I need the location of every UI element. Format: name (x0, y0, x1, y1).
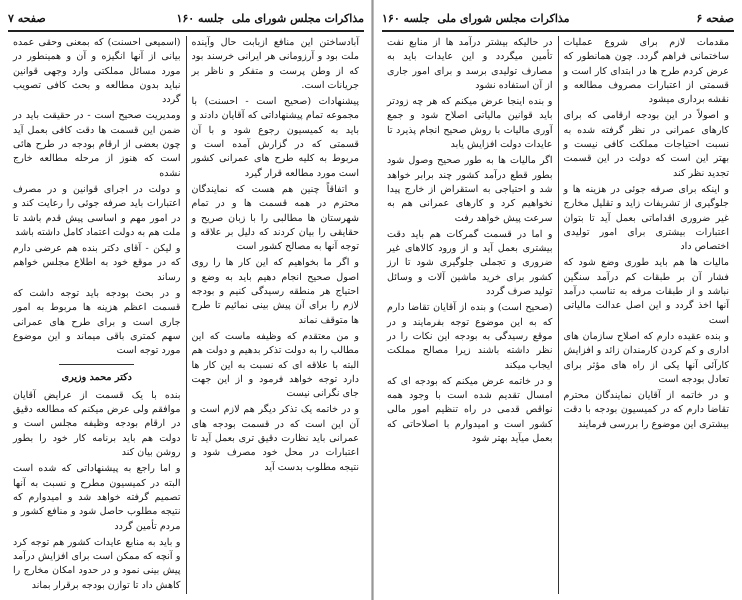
paragraph: و اصولاً در این بودجه ارقامی که برای کارهای عمرانی در نظر گرفته شده به نسبت احتیاجات مملکت کافی نیست و بهتر این است که دولت در این قسمت تجدید نظر کند (563, 110, 729, 179)
paragraph: پیشنهادات (صحیح است - احسنت) با مجموعه تمام پیشنهاداتی که آقایان دادند و باید به کمیسیون رجوع شود و با آن قسمتی که در گزارش آمده است و مربوط به کلیه طرح های عمرانی کشور است مورد مطالعه قرار گیرد (191, 96, 359, 179)
header-session: جلسه ۱۶۰ (176, 11, 225, 25)
paragraph: بنده با یک قسمت از عرایض آقایان موافقم ولی عرض میکنم که مطالعه دقیق در ارقام بودجه وظیفه مجلس است و دولت هم باید برنامه کار خود را بطور روشن بیان کند (13, 389, 181, 459)
speaker-name: دکتر محمد وزیری (61, 371, 132, 383)
section-separator (59, 364, 134, 365)
paragraph: و بنده عقیده دارم که اصلاح سازمان های اداری و کم کردن کارمندان زائد و افزایش کارآئی آنها یکی از راه های مؤثر برای تعادل بودجه است (563, 330, 729, 385)
left-page-number: صفحه ۷ (8, 11, 46, 25)
paragraph: و لیکن - آقای دکتر بنده هم عرضی دارم که در موقع خود به اطلاع مجلس خواهم رساند (13, 243, 181, 283)
header-title: مذاکرات مجلس شورای ملی (231, 11, 364, 25)
right-page (374, 0, 742, 600)
left-page-title (176, 12, 364, 25)
column-divider (186, 36, 187, 594)
paragraph: ومدیریت صحیح است - در حقیقت باید در ضمن این قسمت ها دقت کافی بعمل آید چون بعضی از ارقام بودجه در طرح هائی است که هنوز از مرحله مطالعه خارج نشده (13, 110, 181, 179)
paragraph: (اسمیعی احسنت) که بمعنی وحقی عمده بیانی از آنها انگیزه و آن و همینطور در مورد مسائل مملکتی وارد وجهی قوانین نباید بدون مطالعه و بحث کافی تصویب گردد (13, 37, 181, 106)
paragraph: و اما راجع به پیشنهاداتی که شده است البته در کمیسیون مطرح و نسبت به آنها تصمیم گرفته خواهد شد و امیدوارم که نتیجه مطلوب حاصل شود و منافع کشور و مردم تأمین گردد (13, 463, 181, 532)
right-page-col-right (559, 36, 735, 594)
paragraph: و اینکه برای صرفه جوئی در هزینه ها و جلوگیری از تشریفات زاید و تقلیل مخارج غیر ضروری اقداماتی بعمل آید تا بتوان اعتبارات بیشتری برای امور تولیدی اختصاص داد (563, 183, 729, 253)
header-session: جلسه ۱۶۰ (382, 11, 430, 25)
paragraph: و در خاتمه یک تذکر دیگر هم لازم است و آن این است که در قسمت بودجه های عمرانی باید نظارت دقیق تری بعمل آید تا اعتبارات در محل خود مصرف شود و نتیجه مطلوب بدست آید (191, 404, 359, 473)
header-title: مذاکرات مجلس شورای ملی (437, 11, 570, 25)
paragraph: و در خاتمه از آقایان نمایندگان محترم تقاضا دارم که در کمیسیون بودجه با دقت بیشتری این موضوع را بررسی فرمایند (563, 390, 729, 430)
right-page-title (382, 12, 570, 25)
paragraph: و من معتقدم که وظیفه ماست که این مطالب را به دولت تذکر بدهیم و دولت هم البته با علاقه ای که نسبت به این کار ها دارد توجه خواهد فرمود و از این جهت جای نگرانی نیست (191, 330, 359, 400)
paragraph: اگر مالیات ها به طور صحیح وصول شود بطور قطع درآمد کشور چند برابر خواهد شد و احتیاجی به استقراض از خارج پیدا نخواهیم کرد و کارهای عمرانی هم به سرعت پیش خواهد رفت (387, 155, 553, 224)
column-divider (558, 36, 559, 594)
left-page-col-right (187, 36, 365, 594)
paragraph: در حالیکه بیشتر درآمد ها از منابع نفت تأمین میگردد و این عایدات باید به مصارف تولیدی برسد و برای امور جاری از آن استفاده نشود (387, 37, 553, 91)
left-page-columns (8, 36, 364, 594)
left-page-header (8, 6, 364, 32)
paragraph: و اما در قسمت گمرکات هم باید دقت بیشتری بعمل آید و از ورود کالاهای غیر ضروری و تجملی جلوگیری شود تا ارز کشور برای خرید ماشین آلات و وسائل تولید صرف گردد (387, 228, 553, 298)
right-page-header (382, 6, 734, 32)
right-page-col-left (382, 36, 558, 594)
paragraph: (صحیح است) و بنده از آقایان تقاضا دارم که به این موضوع توجه بفرمایند و در موقع رسیدگی به بودجه این نکات را در نظر داشته باشند زیرا مصالح مملکت ایجاب میکند (387, 302, 553, 371)
paragraph: و بنده اینجا عرض میکنم که هر چه زودتر باید قوانین مالیاتی اصلاح شود و جمع آوری مالیات با روش صحیح انجام پذیرد تا عایدات دولت افزایش یابد (387, 96, 553, 151)
paragraph: و دولت در اجرای قوانین و در مصرف اعتبارات باید صرفه جوئی را رعایت کند و در امور مهم و اساسی پیش قدم باشد تا ملت هم به دولت اعتماد کامل داشته باشد (13, 183, 181, 238)
paragraph: مالیات ها هم باید طوری وضع شود که فشار آن بر طبقات کم درآمد سنگین نباشد و از طبقات مرفه به تناسب درآمد آنها اخذ گردد و این اصل عدالت مالیاتی است (563, 257, 729, 326)
left-page-col-left (8, 36, 186, 594)
paragraph: آبادساختن این منافع ازبابت حال وآینده ملت بود و آرزومانی هر ایرانی خرسند بود که از وطن پرست و متفکر و ناظر بر جریانات است. (191, 37, 359, 91)
paragraph: و در بحث بودجه باید توجه داشت که قسمت اعظم هزینه ها مربوط به امور جاری است و برای طرح های عمرانی سهم کمتری باقی میماند و این موضوع مورد توجه است (13, 288, 181, 357)
paragraph: و باید به منابع عایدات کشور هم توجه کرد و آنچه که ممکن است برای افزایش درآمد پیش بینی نمود و در حدود امکان مخارج را کاهش داد تا توازن بودجه برقرار بماند (13, 536, 181, 591)
paragraph: مقدمات لازم برای شروع عملیات ساختمانی فراهم گردد. چون همانطور که عرض کردم طرح ها در ابتدای کار است و قسمتی از اعتبارات مصروف مطالعه و نقشه برداری میشود (563, 37, 729, 106)
paragraph: و اتفاقاً چنین هم هست که نمایندگان محترم در همه قسمت ها و در تمام شهرستان ها مطالبی را با زبان صریح و حقایقی را بیان کردند که دلیل بر علاقه و توجه آنها به مصالح کشور است (191, 183, 359, 253)
paragraph: و اگر ما بخواهیم که این کار ها را روی اصول صحیح انجام دهیم باید به وضع و احتیاج هر منطقه رسیدگی کنیم و بودجه لازم را برای آن پیش بینی نمائیم تا طرح ها متوقف نماند (191, 257, 359, 326)
right-page-columns (382, 36, 734, 594)
paragraph: و در خاتمه عرض میکنم که بودجه ای که امسال تقدیم شده است با وجود همه نواقص قدمی در راه تنظیم امور مالی کشور است و امیدوارم با اصلاحاتی که بعمل میآید بهتر شود (387, 375, 553, 445)
right-page-number: صفحه ۶ (696, 11, 734, 25)
